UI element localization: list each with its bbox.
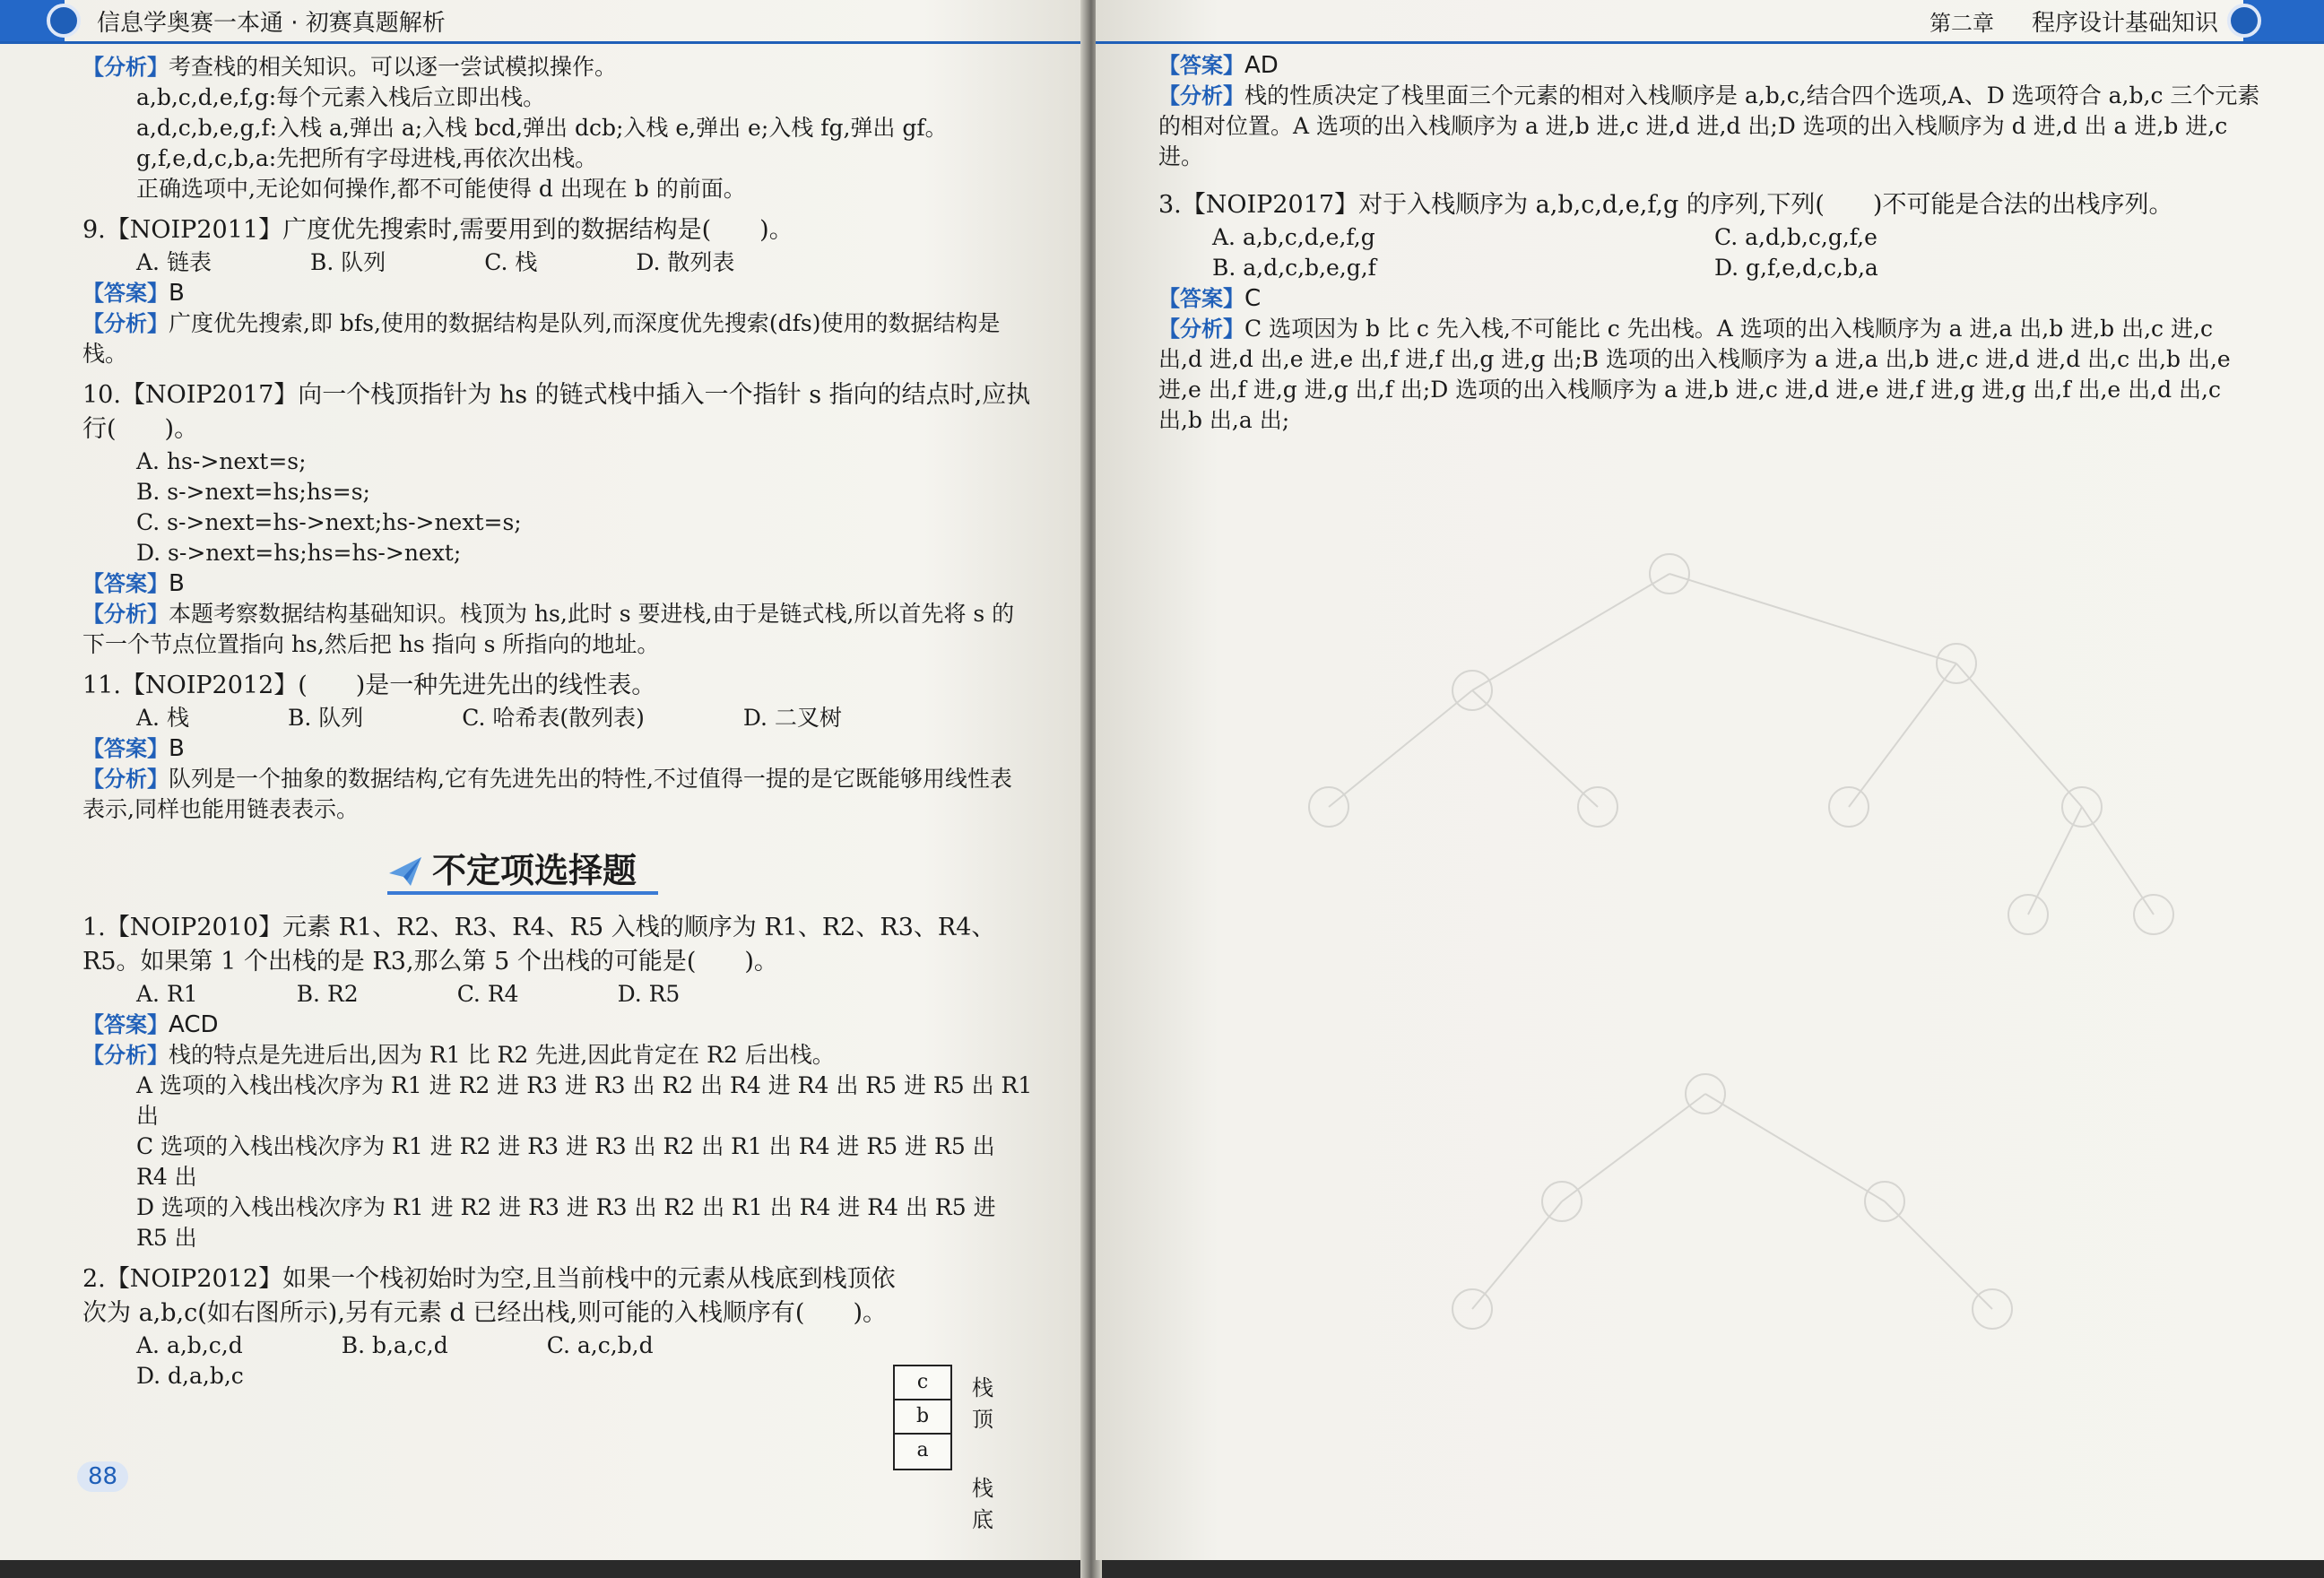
analysis-line: g,f,e,d,c,b,a:先把所有字母进栈,再依次出栈。 bbox=[136, 145, 598, 171]
answer-value: ACD bbox=[169, 1011, 219, 1038]
left-page-content bbox=[82, 52, 1033, 1400]
analysis-line: a,b,c,d,e,f,g:每个元素入栈后立即出栈。 bbox=[136, 84, 546, 110]
analysis-line: a,d,c,b,e,g,f:入栈 a,弹出 a;入栈 bcd,弹出 dcb;入栈 e,弹出 e;入栈 fg,弹出 gf。 bbox=[136, 115, 948, 141]
option-d: D. s->next=hs;hs=hs->next; bbox=[136, 540, 462, 566]
stack-bottom-label: 栈底 bbox=[972, 1476, 993, 1532]
chapter-title: 程序设计基础知识 bbox=[2031, 9, 2218, 37]
stack-figure bbox=[893, 1365, 1010, 1532]
option-list bbox=[82, 247, 1033, 278]
answer-tag: 【答案】 bbox=[82, 736, 169, 761]
option-d: D. d,a,b,c bbox=[136, 1363, 244, 1389]
option-a: A. 栈 bbox=[136, 705, 189, 731]
answer-tag: 【答案】 bbox=[1158, 53, 1244, 78]
option-list bbox=[82, 703, 1033, 733]
option-list bbox=[82, 979, 1033, 1010]
option-d: D. 散列表 bbox=[636, 249, 735, 275]
multi-question-1 bbox=[82, 911, 1033, 1253]
analysis-line: D 选项的入栈出栈次序为 R1 进 R2 进 R3 进 R3 出 R2 出 R1 出 R4 进 R4 出 R5 进 R5 出 bbox=[136, 1194, 996, 1251]
option-d: D. 二叉树 bbox=[742, 705, 842, 731]
right-page-content bbox=[1158, 50, 2261, 445]
question-stem: 9.【NOIP2011】广度优先搜索时,需要用到的数据结构是( )。 bbox=[82, 216, 793, 244]
answer-value: B bbox=[169, 735, 185, 762]
analysis-text: 队列是一个抽象的数据结构,它有先进先出的特性,不过值得一提的是它既能够用线性表表示,同样也能用链表表示。 bbox=[82, 766, 1012, 822]
analysis-line: C 选项的入栈出栈次序为 R1 进 R2 进 R3 进 R3 出 R2 出 R1 出 R4 进 R5 进 R5 出 R4 出 bbox=[136, 1133, 995, 1190]
option-b: B. a,d,c,b,e,g,f bbox=[1212, 255, 1376, 281]
right-page-header bbox=[1096, 0, 2324, 44]
multi-question-2 bbox=[82, 1262, 907, 1392]
analysis-tag: 【分析】 bbox=[1158, 83, 1244, 108]
book-title: 信息学奥赛一本通 · 初赛真题解析 bbox=[97, 9, 446, 37]
stack-cell: c bbox=[893, 1365, 952, 1402]
multi-question-3 bbox=[1158, 188, 2261, 436]
question-stem: 10.【NOIP2017】向一个栈顶指针为 hs 的链式栈中插入一个指针 s 指向的结点时,应执行( )。 bbox=[82, 381, 1031, 443]
header-circle-icon bbox=[2227, 4, 2261, 38]
option-a: A. hs->next=s; bbox=[136, 448, 307, 474]
option-a: A. 链表 bbox=[136, 249, 212, 275]
page-number: 88 bbox=[77, 1461, 128, 1492]
stack-cell: b bbox=[893, 1399, 952, 1436]
analysis-tag: 【分析】 bbox=[82, 311, 169, 336]
option-b: B. s->next=hs;hs=s; bbox=[136, 479, 370, 505]
analysis-tag: 【分析】 bbox=[82, 55, 169, 80]
analysis-line: 正确选项中,无论如何操作,都不可能使得 d 出现在 b 的前面。 bbox=[136, 176, 746, 202]
previous-answer bbox=[1158, 50, 2261, 172]
chapter-label: 第二章 bbox=[1929, 10, 1994, 36]
question-stem: 11.【NOIP2012】( )是一种先进先出的线性表。 bbox=[82, 672, 656, 699]
analysis-text: 本题考察数据结构基础知识。栈顶为 hs,此时 s 要进栈,由于是链式栈,所以首先将 s 的下一个节点位置指向 hs,然后把 hs 指向 s 所指向的地址。 bbox=[82, 601, 1015, 657]
option-c: C. s->next=hs->next;hs->next=s; bbox=[136, 509, 522, 535]
analysis-tag: 【分析】 bbox=[82, 602, 169, 627]
option-c: C. a,c,b,d bbox=[546, 1332, 654, 1358]
question-stem: 1.【NOIP2010】元素 R1、R2、R3、R4、R5 入栈的顺序为 R1、R2、R3、R4、R5。如果第 1 个出栈的是 R3,那么第 5 个出栈的可能是( )。 bbox=[82, 914, 996, 975]
analysis-tag: 【分析】 bbox=[82, 767, 169, 792]
option-a: A. a,b,c,d,e,f,g bbox=[1212, 224, 1375, 250]
show-through-tree-graphic bbox=[1096, 538, 2324, 1542]
option-list bbox=[82, 1331, 907, 1392]
section-title-text: 不定项选择题 bbox=[432, 851, 637, 890]
answer-tag: 【答案】 bbox=[82, 1012, 169, 1037]
analysis-text: 广度优先搜索,即 bfs,使用的数据结构是队列,而深度优先搜索(dfs)使用的数据结构是栈。 bbox=[82, 310, 1001, 367]
analysis-line: A 选项的入栈出栈次序为 R1 进 R2 进 R3 进 R3 出 R2 出 R4 进 R4 出 R5 进 R5 出 R1 出 bbox=[136, 1072, 1033, 1129]
option-b: B. b,a,c,d bbox=[341, 1332, 448, 1358]
analysis-text: C 选项因为 b 比 c 先入栈,不可能比 c 先出栈。A 选项的出入栈顺序为 a 进,a 出,b 进,b 出,c 进,c 出,d 进,d 出,e 进,e 出,f 进,f 出,g 进,g 出;B 选项的出入栈顺序为 a 进,a 出,b 进,c 进,d 进,d 出,c 出,b 出,e 进,e 出,f 进,g 进,g 出,f 出;D 选项的出入栈顺序为 a 进,b 进,c 进,d 进,e 进,f 进,g 进,g 出,f 出,e 出,d 出,c 出,b 出,a 出; bbox=[1158, 316, 2231, 433]
option-b: B. 队列 bbox=[309, 249, 386, 275]
left-page bbox=[0, 0, 1087, 1560]
right-page bbox=[1096, 0, 2324, 1560]
left-page-header bbox=[0, 0, 1087, 44]
answer-tag: 【答案】 bbox=[82, 281, 169, 306]
option-a: A. R1 bbox=[136, 981, 198, 1007]
analysis-line: 考查栈的相关知识。可以逐一尝试模拟操作。 bbox=[169, 54, 618, 80]
header-circle-icon bbox=[47, 4, 81, 38]
answer-value: AD bbox=[1244, 52, 1279, 79]
intro-analysis bbox=[82, 52, 1033, 204]
question-9 bbox=[82, 213, 1033, 369]
question-stem: 2.【NOIP2012】如果一个栈初始时为空,且当前栈中的元素从栈底到栈顶依次为 a,b,c(如右图所示),另有元素 d 已经出栈,则可能的入栈顺序有( )。 bbox=[82, 1265, 896, 1327]
analysis-text: 栈的性质决定了栈里面三个元素的相对入栈顺序是 a,b,c,结合四个选项,A、D 选项符合 a,b,c 三个元素的相对位置。A 选项的出入栈顺序为 a 进,b 进,c 进,d 进,d 出;D 选项的出入栈顺序为 d 进,d 出 a 进,b 进,c 进。 bbox=[1158, 82, 2260, 169]
answer-value: B bbox=[169, 570, 185, 597]
option-b: B. 队列 bbox=[287, 705, 364, 731]
option-c: C. R4 bbox=[456, 981, 519, 1007]
question-10 bbox=[82, 378, 1033, 660]
option-c: C. a,d,b,c,g,f,e bbox=[1714, 224, 1877, 250]
answer-tag: 【答案】 bbox=[82, 571, 169, 596]
paper-plane-icon bbox=[387, 854, 423, 889]
option-b: B. R2 bbox=[296, 981, 359, 1007]
section-title bbox=[387, 850, 658, 895]
answer-value: B bbox=[169, 280, 185, 307]
option-d: D. R5 bbox=[617, 981, 681, 1007]
option-list bbox=[1158, 222, 2261, 283]
option-list bbox=[82, 447, 1033, 568]
stack-top-label: 栈顶 bbox=[972, 1375, 993, 1432]
option-a: A. a,b,c,d bbox=[136, 1332, 243, 1358]
analysis-tag: 【分析】 bbox=[1158, 316, 1244, 342]
stack-cell: a bbox=[893, 1433, 952, 1470]
answer-tag: 【答案】 bbox=[1158, 286, 1244, 311]
analysis-tag: 【分析】 bbox=[82, 1043, 169, 1068]
option-d: D. g,f,e,d,c,b,a bbox=[1714, 255, 1878, 281]
answer-value: C bbox=[1244, 285, 1262, 312]
analysis-line: 栈的特点是先进后出,因为 R1 比 R2 先进,因此肯定在 R2 后出栈。 bbox=[169, 1042, 835, 1068]
option-c: C. 栈 bbox=[484, 249, 538, 275]
option-c: C. 哈希表(散列表) bbox=[462, 705, 645, 731]
question-stem: 3.【NOIP2017】对于入栈顺序为 a,b,c,d,e,f,g 的序列,下列( )不可能是合法的出栈序列。 bbox=[1158, 191, 2173, 219]
question-11 bbox=[82, 669, 1033, 825]
